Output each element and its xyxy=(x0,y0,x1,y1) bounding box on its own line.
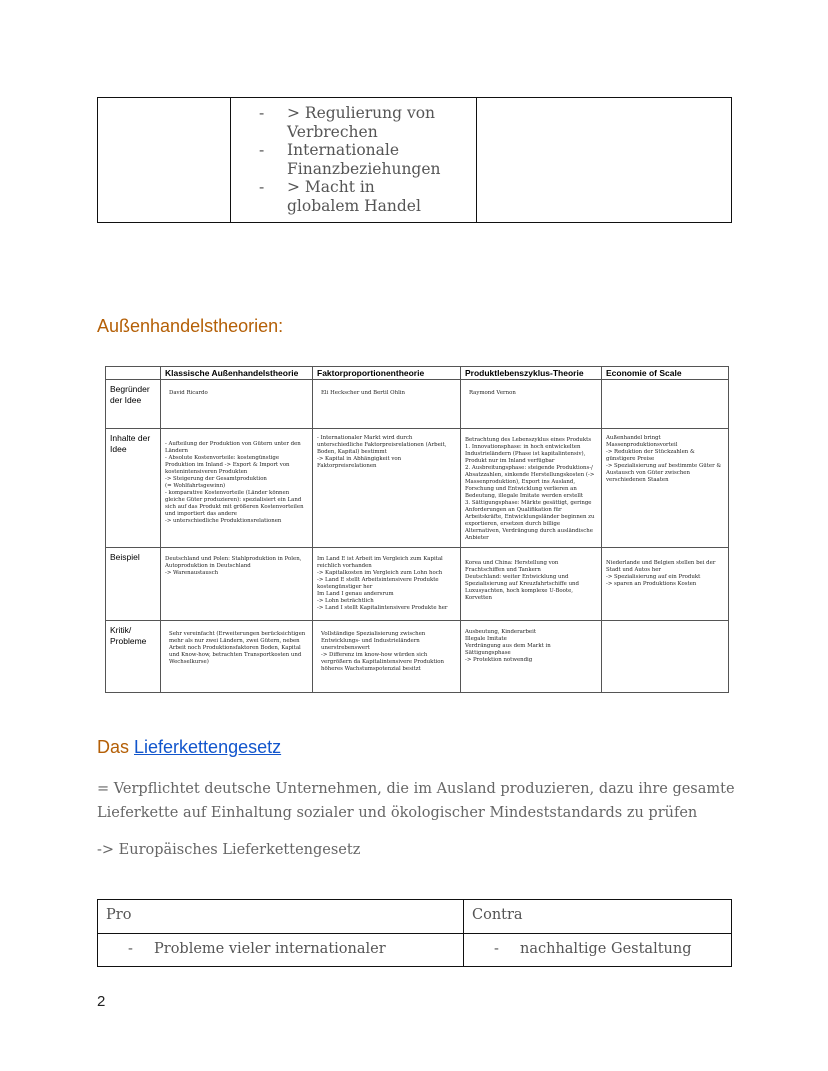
table-cell: Im Land E ist Arbeit im Vergleich zum Kapital reichlich vorhanden -> Kapitalkosten im Vergleich zum Lohn hoch -> Land E stellt Arbeitsintensivere Produkte kostengünstiger her Im Land I genau andersrum -> Lohn beträchtlich -> Land I stellt Kapitalintensivere Produkte her xyxy=(313,548,461,620)
section-heading-aussenhandelstheorien: Außenhandelstheorien: xyxy=(97,316,284,336)
contra-item: nachhaltige Gestaltung xyxy=(520,941,692,957)
section-heading-lieferkettengesetz xyxy=(97,737,281,758)
table-cell: - Internationaler Markt wird durch unterschiedliche Faktorpreisrelationen (Arbeit, Boden, Kapital) bestimmt -> Kapital in Abhängigkeit von Faktorpreisrelationen xyxy=(313,429,461,548)
table-cell: Deutschland und Polen: Stahlproduktion in Polen, Autoproduktion in Deutschland -> Warenaustausch xyxy=(161,548,313,620)
row-label: Beispiel xyxy=(106,548,161,620)
continuation-cell-2 xyxy=(231,98,477,222)
pro-cell: - Probleme vieler internationaler xyxy=(98,934,464,966)
list-item: - Internationale Finanzbeziehungen xyxy=(259,141,441,178)
table-row xyxy=(106,620,729,692)
contra-header: Contra xyxy=(472,907,523,923)
table-cell: David Ricardo xyxy=(161,380,313,429)
list-item: - > Regulierung von Verbrechen xyxy=(259,104,436,141)
table-header-cell: Faktorproportionentheorie xyxy=(313,367,461,380)
row-label: Kritik/ Probleme xyxy=(106,620,161,692)
table-cell: Betrachtung des Lebenszyklus eines Produkts 1. Innovationsphase: in hoch entwickelten Industrieländern (Phase ist kapitalintensiv), Produkt nur im Inland verfügbar 2. Ausbreitungsphase: steigende Produktions-/ Absatzzahlen, sinkende Herstellungskosten (-> Massenproduktion), Export ins Ausland, Forschung und Entwicklung verlieren an Bedeutung, illegale Imitate werden erstellt 3. Sättigungsphase: Märkte gesättigt, geringe Anforderungen an Qualifikation für Arbeitskräfte, Entwicklungsländer beginnen zu exportieren, ersetzen durch billige Alternativen, Verdrängung durch ausländische Anbieter xyxy=(461,429,602,548)
table-cell: - Aufteilung der Produktion von Gütern unter den Ländern - Absolute Kostenvorteile: kostengünstige Produktion im Inland -> Export & Import von kostenintensiveren Produkten -> Steigerung der Gesamtproduktion (= Wohlfahrtsgewinn) - komparative Kostenvorteile (Länder können gleiche Güter produzieren): spezialisiert ein Land sich auf das Produkt mit größeren Kostenvorteilen und importiert das andere -> unterschiedliche Produktionsrelationen xyxy=(161,429,313,548)
table-cell: Niederlande und Belgien stellen bei der Stadt und Autos her -> Spezialisierung auf ein Produkt -> sparen an Produktions Kosten xyxy=(602,548,729,620)
eu-law-paragraph: -> Europäisches Lieferkettengesetz xyxy=(97,842,361,858)
table-cell: Korea und China: Herstellung von Frachtschiffen und Tankern Deutschland: weiter Entwicklung und Spezialisierung auf Kreuzfahrtschiffe und Luxusyachten, hoch komplexe U-Boote, Korvetten xyxy=(461,548,602,620)
table-cell: Sehr vereinfacht (Erweiterungen berücksichtigen mehr als nur zwei Ländern, zwei Gütern, neben Arbeit noch Produktionsfaktoren Boden, Kapital und Know-how, betrachten Transportkosten und Wechselkurse) xyxy=(161,620,313,692)
pro-header: Pro xyxy=(98,900,464,933)
table-row xyxy=(106,548,729,620)
list-item: - > Macht in globalem Handel xyxy=(259,178,421,215)
theories-table xyxy=(105,366,729,693)
pro-item: Probleme vieler internationaler xyxy=(154,941,386,957)
continuation-cell-3 xyxy=(477,98,731,222)
table-header-row xyxy=(106,367,729,380)
table-cell: Vollständige Spezialisierung zwischen Entwicklungs- und Industrieländern unerstrebenswert -> Differenz im know-how würden sich vergrößern da Kapitalintensivere Produktion höheres Wachstumspotenzial besitzt xyxy=(313,620,461,692)
row-label: Inhalte der Idee xyxy=(106,429,161,548)
table-cell: Ausbeutung, Kinderarbeit Illegale Imitate Verdrängung aus dem Markt in Sättigungsphase -> Protektion notwendig xyxy=(461,620,602,692)
bullet-list xyxy=(259,104,476,215)
table-cell: Eli Heckscher und Bertil Ohlin xyxy=(313,380,461,429)
table-header-cell: Economie of Scale xyxy=(602,367,729,380)
table-header-cell: Klassische Außenhandelstheorie xyxy=(161,367,313,380)
contra-cell: - nachhaltige Gestaltung xyxy=(494,941,692,957)
continuation-table xyxy=(97,97,732,223)
table-cell xyxy=(602,620,729,692)
lieferkettengesetz-link[interactable]: Lieferkettengesetz xyxy=(134,737,282,757)
table-header-row xyxy=(98,900,731,933)
table-cell: Raymond Vernon xyxy=(461,380,602,429)
table-cell: Außenhandel bringt Massenproduktionsvorteil -> Reduktion der Stückzahlen & günstigere Preise -> Spezialisierung auf bestimmte Güter & Austausch von Güter zwischen verschiedenen Staaten xyxy=(602,429,729,548)
pro-contra-table xyxy=(97,899,732,967)
table-row xyxy=(106,380,729,429)
table-row xyxy=(106,429,729,548)
table-cell xyxy=(602,380,729,429)
heading-prefix: Das xyxy=(97,737,135,757)
table-header-cell: Produktlebenszyklus-Theorie xyxy=(461,367,602,380)
row-label: Begründer der Idee xyxy=(106,380,161,429)
definition-paragraph: = Verpflichtet deutsche Unternehmen, die im Ausland produzieren, dazu ihre gesamte Lieferkette auf Einhaltung sozialer und ökologischer Mindeststandards zu prüfen xyxy=(97,781,735,821)
table-header-cell xyxy=(106,367,161,380)
page-number: 2 xyxy=(97,993,106,1010)
table-row xyxy=(98,933,731,966)
continuation-cell-1 xyxy=(98,98,231,222)
